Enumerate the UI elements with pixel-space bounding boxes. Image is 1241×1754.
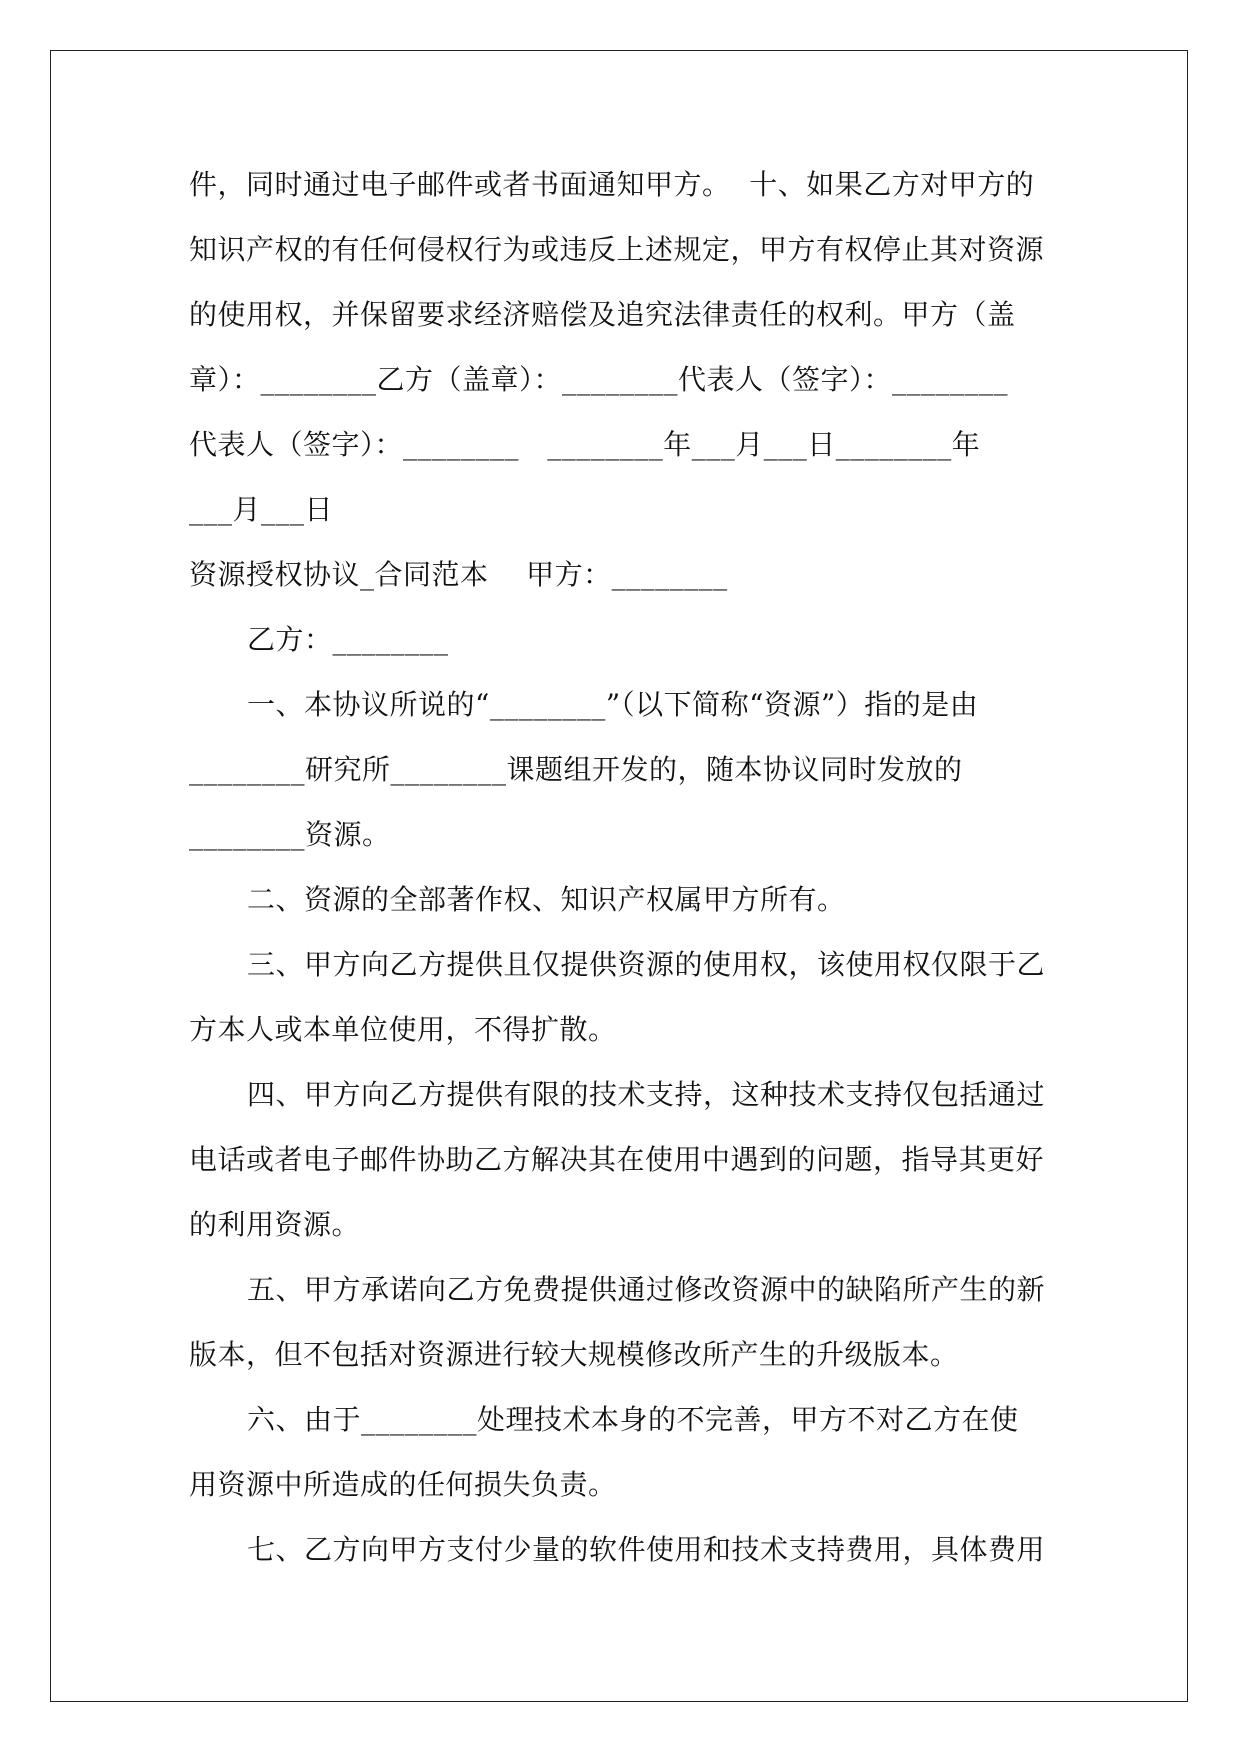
- text-line: 乙方：________: [247, 623, 449, 656]
- section-heading: 资源授权协议_合同范本 甲方：________: [189, 558, 728, 591]
- clause-1: 一、本协议所说的“________”（以下简称“资源”）指的是由: [247, 688, 979, 721]
- document-body: [189, 152, 1049, 1582]
- clause-3: 三、甲方向乙方提供且仅提供资源的使用权，该使用权仅限于乙: [247, 948, 1046, 981]
- text-line: 电话或者电子邮件协助乙方解决其在使用中遇到的问题，指导其更好: [189, 1143, 1045, 1176]
- text-line: ________研究所________课题组开发的，随本协议同时发放的: [189, 753, 963, 786]
- clause-4: 四、甲方向乙方提供有限的技术支持，这种技术支持仅包括通过: [247, 1078, 1046, 1111]
- text-line: 知识产权的有任何侵权行为或违反上述规定，甲方有权停止其对资源: [189, 233, 1045, 266]
- text-line: 版本，但不包括对资源进行较大规模修改所产生的升级版本。: [189, 1338, 959, 1371]
- text-line: 用资源中所造成的任何损失负责。: [189, 1468, 617, 1501]
- text-line: 章）：________乙方（盖章）：________代表人（签字）：________: [189, 363, 1009, 396]
- text-line: ___月___日: [189, 493, 334, 526]
- clause-7: 七、乙方向甲方支付少量的软件使用和技术支持费用，具体费用: [247, 1533, 1046, 1566]
- text-line: 的使用权，并保留要求经济赔偿及追究法律责任的权利。甲方（盖: [189, 298, 1016, 331]
- clause-5: 五、甲方承诺向乙方免费提供通过修改资源中的缺陷所产生的新: [247, 1273, 1046, 1306]
- text-line: 的利用资源。: [189, 1208, 361, 1241]
- text-line: 代表人（签字）：________ ________年___月___日________年: [189, 428, 981, 461]
- text-line: 方本人或本单位使用，不得扩散。: [189, 1013, 617, 1046]
- clause-6: 六、由于________处理技术本身的不完善，甲方不对乙方在使: [247, 1403, 1019, 1436]
- text-line: ________资源。: [189, 818, 391, 851]
- clause-2: 二、资源的全部著作权、知识产权属甲方所有。: [247, 883, 846, 916]
- text-line: 件，同时通过电子邮件或者书面通知甲方。 十、如果乙方对甲方的: [189, 168, 1035, 201]
